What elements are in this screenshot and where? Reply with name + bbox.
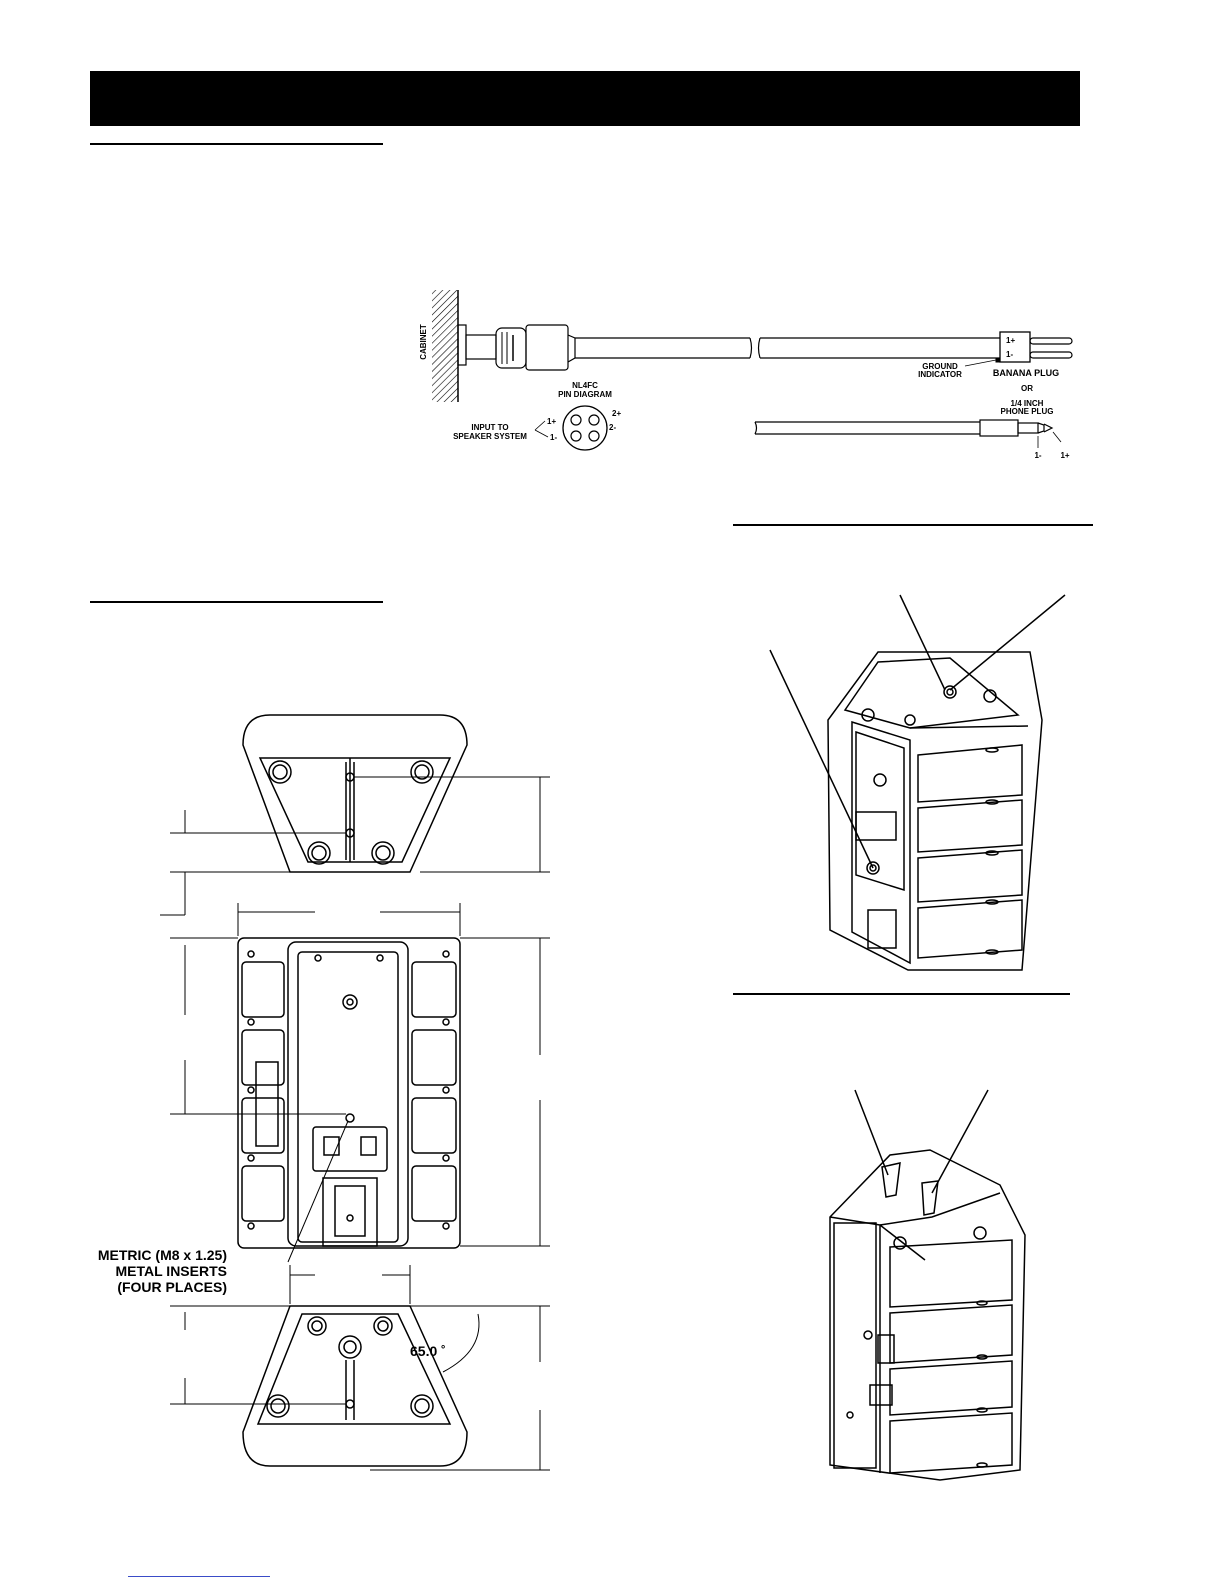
dimension-drawing	[70, 700, 590, 1480]
section-rule-suspension-2	[733, 993, 1070, 995]
angle-label: 65.0 ˚	[410, 1343, 446, 1359]
section-rule-dimensions	[90, 601, 383, 603]
input-label-1: INPUT TO	[471, 423, 509, 432]
phone-1minus-label: 1-	[1034, 451, 1042, 460]
wiring-diagram	[410, 280, 1090, 470]
footer-link[interactable]	[128, 1576, 270, 1577]
pin-1minus-label: 1-	[550, 433, 558, 442]
ground-indicator-label-2: INDICATOR	[918, 370, 962, 379]
or-label: OR	[1021, 384, 1033, 393]
section-rule-wiring	[90, 143, 383, 145]
pin-2plus-label: 2+	[612, 409, 622, 418]
phone-plug	[980, 420, 1018, 436]
suspension-illustration-two-point	[820, 1085, 1070, 1495]
inserts-label-2: METAL INSERTS	[115, 1263, 227, 1279]
banana-1plus-label: 1+	[1006, 336, 1016, 345]
bottom-view	[243, 1306, 467, 1466]
phone-1plus-label: 1+	[1060, 451, 1070, 460]
phone-plug-label-2: PHONE PLUG	[1000, 407, 1054, 416]
cabinet-label: CABINET	[419, 324, 428, 360]
ground-indicator-label-1: GROUND	[922, 362, 958, 371]
section-title-bar	[90, 71, 1080, 126]
pin-diagram-title-1: NL4FC	[572, 381, 598, 390]
top-view	[243, 715, 467, 872]
front-view	[238, 938, 460, 1248]
nl4fc-connector	[496, 328, 526, 368]
banana-plug-label: BANANA PLUG	[992, 368, 1060, 378]
banana-1minus-label: 1-	[1006, 350, 1014, 359]
section-rule-suspension-1	[733, 524, 1093, 526]
suspension-illustration-three-point	[760, 590, 1080, 980]
pin-diagram-title-2: PIN DIAGRAM	[558, 390, 612, 399]
inserts-label-3: (FOUR PLACES)	[117, 1279, 227, 1295]
pin-1plus-label: 1+	[547, 417, 557, 426]
input-label-2: SPEAKER SYSTEM	[453, 432, 527, 441]
pin-diagram-circle	[563, 406, 607, 450]
cabinet-wall	[432, 290, 458, 402]
inserts-label-1: METRIC (M8 x 1.25)	[97, 1247, 227, 1263]
pin-2minus-label: 2-	[609, 423, 617, 432]
phone-plug-label-1: 1/4 INCH	[1010, 399, 1044, 408]
